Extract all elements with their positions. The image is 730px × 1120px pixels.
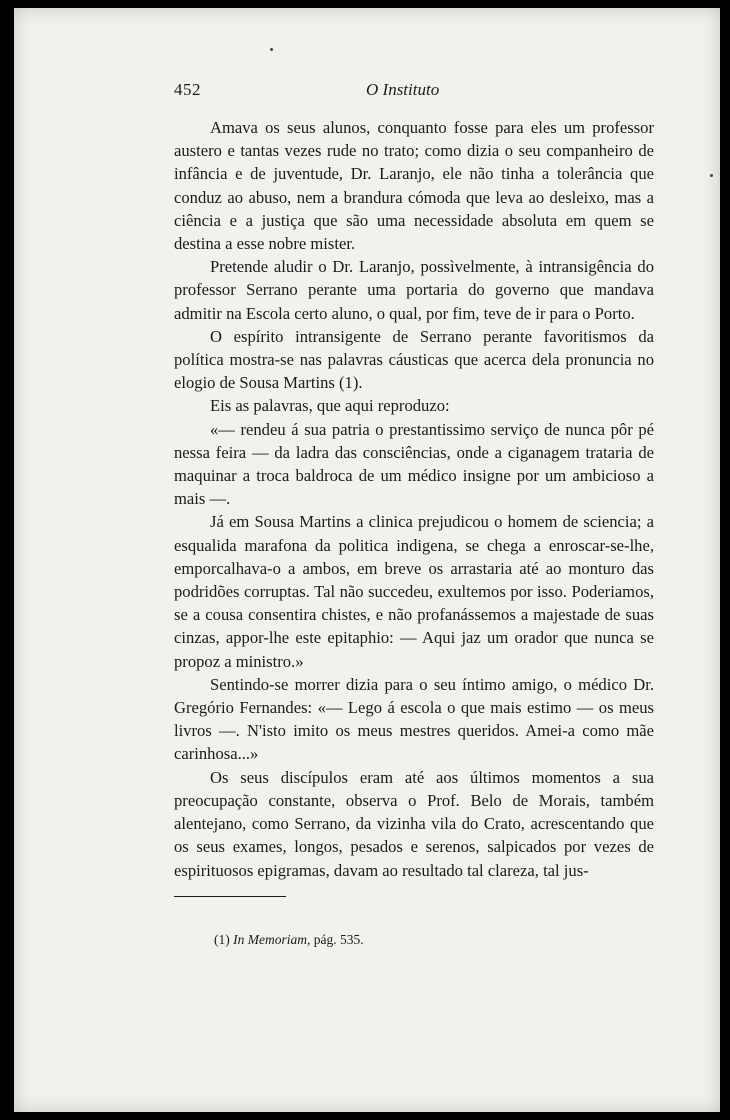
page-content <box>174 80 654 882</box>
print-speck <box>710 174 713 177</box>
quotation-paragraph: Já em Sousa Martins a clinica prejudicou o homem de sciencia; a esqualida marafona da politica indigena, se chega a enroscar-se-lhe, emporcalhava-o a ambos, em breve os arrastaria até ao monturo das podridões corruptas. Tal não succedeu, exultemos por isso. Poderiamos, se a cousa consentira chistes, e não profanássemos a majestade de suas cinzas, appor-lhe este epitaphio: — Aqui jaz um orador que nunca se propoz a ministro.» <box>174 512 654 671</box>
paragraph: Sentindo-se morrer dizia para o seu íntimo amigo, o médico Dr. Gregório Fernandes: «— Lego á escola o que mais estimo — os meus livros —. N'isto imito os meus mestres queridos. Amei-a como mãe carinhosa...» <box>174 674 654 764</box>
body-text <box>174 116 654 882</box>
footnote-work-title: In Memoriam, <box>233 932 311 947</box>
footnote-rule <box>174 896 286 897</box>
footnote <box>214 932 364 948</box>
footnote-reference: (1) <box>339 373 359 393</box>
paragraph: Amava os seus alunos, conquanto fosse para eles um professor austero e tantas vezes rude no trato; como dizia o seu companheiro de infância e de juventude, Dr. Laranjo, ele não tinha a tolerância que conduz ao abuso, nem a brandura cómoda que leva ao desleixo, mas a ciência e a justiça que são uma necessidade absoluta em quem se destina a esse nobre mister. <box>174 118 654 254</box>
paragraph: Pretende aludir o Dr. Laranjo, possìvelmente, à intransigência do professor Serrano perante uma portaria do governo que mandava admitir na Escola certo aluno, o qual, por fim, teve de ir para o Porto. <box>174 257 654 323</box>
footnote-reference-tail: . <box>358 373 363 393</box>
paragraph-text: O espírito intransigente de Serrano perante favoritismos da política mostra-se nas palavras cáusticas que acerca dela pronuncia no elogio de Sousa Martins <box>174 326 654 393</box>
print-speck <box>270 48 273 51</box>
page-header <box>174 80 654 108</box>
page-number: 452 <box>174 80 201 99</box>
running-title: O Instituto <box>366 80 440 99</box>
quotation-paragraph: «— rendeu á sua patria o prestantissimo serviço de nunca pôr pé nessa feira — da ladra das consciências, onde a ciganagem trataria de maquinar a troca baldroca de um médico insigne por um ambicioso a mais —. <box>174 419 654 509</box>
footnote-marker: (1) <box>214 932 230 947</box>
footnote-page: pág. 535. <box>313 932 364 947</box>
paragraph <box>174 325 654 395</box>
paragraph: Eis as palavras, que aqui reproduzo: <box>210 396 450 416</box>
paragraph: Os seus discípulos eram até aos últimos momentos a sua preocupação constante, observa o Prof. Belo de Morais, também alentejano, como Serrano, da vizinha vila do Crato, acrescentando que os seus exames, longos, pesados e serenos, salpicados por vezes de espirituosos epigramas, davam ao resultado tal clareza, tal jus- <box>174 767 654 880</box>
